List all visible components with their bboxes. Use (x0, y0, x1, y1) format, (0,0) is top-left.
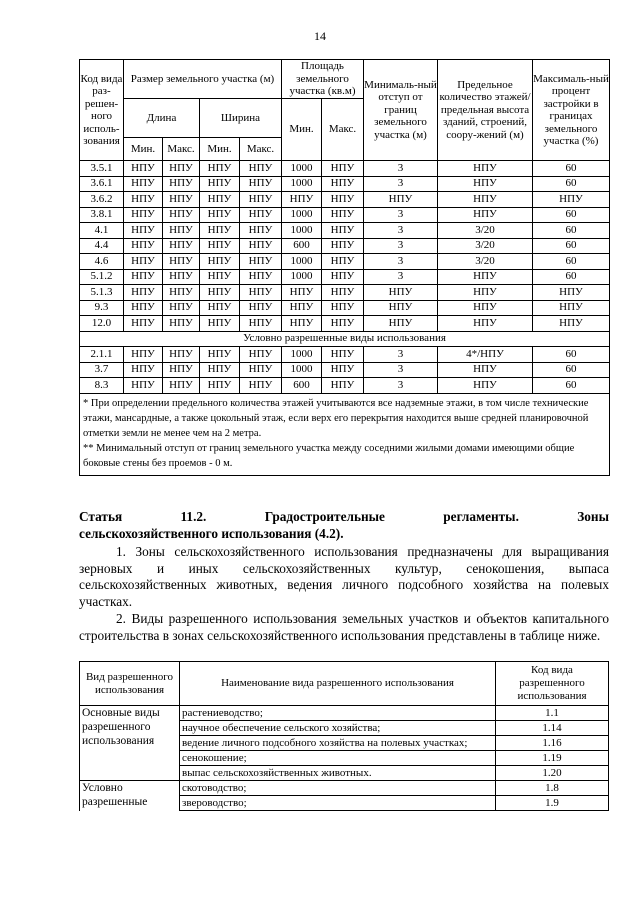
value-cell: 1000 (282, 269, 322, 285)
heading-word: регламенты. (443, 509, 519, 524)
header-area-max: Макс. (322, 99, 364, 161)
table-row (80, 347, 610, 363)
heading-word: 11.2. (180, 509, 207, 524)
heading-word: Статья (79, 509, 123, 524)
use-code-cell: 3.8.1 (80, 207, 124, 223)
value-cell: НПУ (533, 300, 610, 316)
value-cell: НПУ (124, 362, 163, 378)
conditional-uses-group: Условно разрешенные (80, 781, 180, 811)
value-cell: НПУ (533, 316, 610, 332)
use-code-cell: 3.6.2 (80, 192, 124, 208)
header-min-setback: Минималь-ный отступ от границ земельного участка (м) (364, 60, 438, 161)
value-cell: НПУ (364, 192, 438, 208)
value-cell: НПУ (200, 378, 240, 394)
use-name: растениеводство; (180, 706, 496, 721)
value-cell: НПУ (240, 269, 282, 285)
value-cell: 60 (533, 347, 610, 363)
value-cell: НПУ (240, 207, 282, 223)
value-cell: НПУ (200, 176, 240, 192)
header-coverage: Максималь-ный процент застройки в границах земельного участка (%) (533, 60, 610, 161)
value-cell: НПУ (322, 254, 364, 270)
page-number: 14 (314, 29, 326, 43)
value-cell: НПУ (124, 192, 163, 208)
value-cell: 60 (533, 378, 610, 394)
use-code-cell: 2.1.1 (80, 347, 124, 363)
value-cell: 60 (533, 161, 610, 177)
value-cell: 600 (282, 238, 322, 254)
value-cell: НПУ (322, 362, 364, 378)
value-cell: 3 (364, 254, 438, 270)
article-heading (79, 509, 609, 542)
paragraph-1: 1. Зоны сельскохозяйственного использования предназначены для выращивания зерновых и иных сельскохозяйственных культур, сенокошения, выпаса сельскохозяйственных животных, ведения личного подсобного хозяйства на полевых участках. (79, 544, 609, 609)
value-cell: 3 (364, 269, 438, 285)
use-name: звероводство; (180, 796, 496, 811)
value-cell: НПУ (163, 378, 200, 394)
use-name: скотоводство; (180, 781, 496, 796)
table-row (80, 223, 610, 239)
use-name: научное обеспечение сельского хозяйства; (180, 721, 496, 736)
use-code-cell: 5.1.2 (80, 269, 124, 285)
table-row (80, 269, 610, 285)
value-cell: НПУ (124, 285, 163, 301)
value-cell: НПУ (533, 285, 610, 301)
use-code-cell: 5.1.3 (80, 285, 124, 301)
table-row (80, 285, 610, 301)
value-cell: 60 (533, 207, 610, 223)
header-width-min: Мин. (200, 138, 240, 161)
conditional-rows (80, 347, 610, 394)
value-cell: НПУ (124, 378, 163, 394)
value-cell: 3 (364, 347, 438, 363)
value-cell: НПУ (282, 300, 322, 316)
table-row (80, 362, 610, 378)
value-cell: 1000 (282, 362, 322, 378)
main-uses-group: Основные виды разрешенного использования (80, 706, 180, 781)
table-row (80, 161, 610, 177)
value-cell: НПУ (200, 269, 240, 285)
value-cell: 60 (533, 176, 610, 192)
value-cell: НПУ (163, 362, 200, 378)
table-row (80, 238, 610, 254)
table-row (80, 316, 610, 332)
value-cell: 60 (533, 238, 610, 254)
heading-line-2: сельскохозяйственного использования (4.2). (79, 525, 344, 541)
value-cell: НПУ (163, 207, 200, 223)
heading-word: Градостроительные (264, 509, 385, 524)
value-cell: НПУ (163, 238, 200, 254)
value-cell: НПУ (322, 176, 364, 192)
value-cell: НПУ (200, 347, 240, 363)
value-cell: НПУ (124, 269, 163, 285)
value-cell: НПУ (240, 176, 282, 192)
value-cell: 3 (364, 207, 438, 223)
value-cell: 60 (533, 269, 610, 285)
use-code-cell: 4.1 (80, 223, 124, 239)
value-cell: НПУ (240, 238, 282, 254)
header-plot-size: Размер земельного участка (м) (124, 60, 282, 99)
header-use-type: Вид разрешенного использования (80, 662, 180, 706)
value-cell: НПУ (322, 161, 364, 177)
value-cell: НПУ (322, 207, 364, 223)
value-cell: НПУ (124, 316, 163, 332)
use-code: 1.9 (496, 796, 609, 811)
value-cell: 1000 (282, 347, 322, 363)
value-cell: 60 (533, 254, 610, 270)
value-cell: НПУ (163, 192, 200, 208)
value-cell: 4*/НПУ (438, 347, 533, 363)
use-code-cell: 8.3 (80, 378, 124, 394)
value-cell: 1000 (282, 254, 322, 270)
use-code: 1.1 (496, 706, 609, 721)
note-setback: ** Минимальный отступ от границ земельного участка между соседними жилыми домами имеющими общие боковые стены без проемов - 0 м. (83, 442, 575, 469)
value-cell: НПУ (163, 269, 200, 285)
value-cell: НПУ (240, 285, 282, 301)
use-name: выпас сельскохозяйственных животных. (180, 766, 496, 781)
header-floors: Предельное количество этажей/ предельная высота зданий, строений, соору-жений (м) (438, 60, 533, 161)
value-cell: НПУ (163, 223, 200, 239)
value-cell: НПУ (364, 285, 438, 301)
value-cell: 60 (533, 362, 610, 378)
header-code: Код вида раз-решен-ного исполь-зования (80, 60, 124, 161)
use-name: ведение личного подсобного хозяйства на полевых участках; (180, 736, 496, 751)
value-cell: НПУ (200, 254, 240, 270)
use-code-cell: 3.7 (80, 362, 124, 378)
value-cell: НПУ (240, 254, 282, 270)
value-cell: НПУ (124, 161, 163, 177)
header-width: Ширина (200, 99, 282, 138)
table-row (80, 176, 610, 192)
value-cell: 1000 (282, 223, 322, 239)
value-cell: НПУ (282, 285, 322, 301)
value-cell: НПУ (282, 316, 322, 332)
value-cell: НПУ (240, 192, 282, 208)
value-cell: НПУ (438, 316, 533, 332)
use-code-cell: 3.6.1 (80, 176, 124, 192)
table-notes (80, 393, 610, 475)
value-cell: НПУ (322, 300, 364, 316)
value-cell: НПУ (163, 316, 200, 332)
value-cell: НПУ (322, 223, 364, 239)
value-cell: НПУ (240, 161, 282, 177)
value-cell: НПУ (364, 316, 438, 332)
zoning-parameters-table (79, 59, 610, 476)
value-cell: НПУ (200, 300, 240, 316)
note-floors: * При определении предельного количества этажей учитываются все надземные этажи, в том числе технические этажи, мансардные, а также цокольный этаж, если верх его перекрытия находится выше средней планировочной отметки земли не менее чем на 2 метра. (83, 397, 589, 439)
table-row (80, 192, 610, 208)
table-row (80, 254, 610, 270)
value-cell: 1000 (282, 161, 322, 177)
table-row (80, 378, 610, 394)
header-length: Длина (124, 99, 200, 138)
value-cell: НПУ (438, 300, 533, 316)
value-cell: НПУ (438, 176, 533, 192)
value-cell: НПУ (200, 223, 240, 239)
value-cell: 3 (364, 378, 438, 394)
value-cell: 600 (282, 378, 322, 394)
value-cell: 3 (364, 176, 438, 192)
value-cell: НПУ (322, 192, 364, 208)
value-cell: НПУ (200, 192, 240, 208)
value-cell: НПУ (240, 347, 282, 363)
value-cell: НПУ (200, 316, 240, 332)
conditional-uses-subheader: Условно разрешенные виды использования (80, 331, 610, 347)
value-cell: 1000 (282, 207, 322, 223)
value-cell: НПУ (163, 161, 200, 177)
value-cell: 3 (364, 362, 438, 378)
value-cell: НПУ (438, 192, 533, 208)
use-code-cell: 4.6 (80, 254, 124, 270)
table-row (80, 207, 610, 223)
header-length-min: Мин. (124, 138, 163, 161)
value-cell: НПУ (200, 285, 240, 301)
value-cell: НПУ (124, 223, 163, 239)
value-cell: НПУ (240, 378, 282, 394)
value-cell: НПУ (240, 316, 282, 332)
value-cell: НПУ (438, 378, 533, 394)
use-code: 1.20 (496, 766, 609, 781)
value-cell: НПУ (322, 316, 364, 332)
value-cell: НПУ (124, 207, 163, 223)
header-use-code: Код вида разрешенного использования (496, 662, 609, 706)
use-code-cell: 4.4 (80, 238, 124, 254)
value-cell: НПУ (124, 254, 163, 270)
header-use-name: Наименование вида разрешенного использования (180, 662, 496, 706)
use-code-cell: 9.3 (80, 300, 124, 316)
value-cell: 3 (364, 161, 438, 177)
value-cell: НПУ (322, 378, 364, 394)
value-cell: НПУ (533, 192, 610, 208)
value-cell: НПУ (124, 238, 163, 254)
use-code: 1.8 (496, 781, 609, 796)
value-cell: НПУ (438, 269, 533, 285)
value-cell: НПУ (163, 285, 200, 301)
value-cell: НПУ (240, 362, 282, 378)
use-name: сенокошение; (180, 751, 496, 766)
use-code-cell: 12.0 (80, 316, 124, 332)
value-cell: НПУ (322, 238, 364, 254)
value-cell: НПУ (438, 362, 533, 378)
value-cell: НПУ (200, 362, 240, 378)
value-cell: НПУ (163, 176, 200, 192)
header-length-max: Макс. (163, 138, 200, 161)
value-cell: НПУ (438, 161, 533, 177)
table-row (80, 300, 610, 316)
value-cell: 3 (364, 238, 438, 254)
value-cell: 1000 (282, 176, 322, 192)
value-cell: НПУ (200, 207, 240, 223)
paragraph-2: 2. Виды разрешенного использования земельных участков и объектов капитального строительства в зонах сельскохозяйственного использования представлены в таблице ниже. (79, 611, 609, 643)
header-width-max: Макс. (240, 138, 282, 161)
value-cell: НПУ (322, 285, 364, 301)
heading-word: Зоны (577, 509, 609, 524)
value-cell: НПУ (364, 300, 438, 316)
value-cell: НПУ (282, 192, 322, 208)
value-cell: НПУ (124, 347, 163, 363)
value-cell: 3/20 (438, 223, 533, 239)
use-code: 1.19 (496, 751, 609, 766)
use-code: 1.14 (496, 721, 609, 736)
value-cell: НПУ (240, 300, 282, 316)
value-cell: НПУ (124, 176, 163, 192)
heading-line-1 (79, 509, 609, 526)
use-code: 1.16 (496, 736, 609, 751)
use-code-cell: 3.5.1 (80, 161, 124, 177)
value-cell: НПУ (240, 223, 282, 239)
value-cell: НПУ (163, 300, 200, 316)
value-cell: 3/20 (438, 254, 533, 270)
value-cell: НПУ (163, 254, 200, 270)
value-cell: НПУ (322, 347, 364, 363)
value-cell: НПУ (322, 269, 364, 285)
main-rows (80, 161, 610, 332)
value-cell: 3/20 (438, 238, 533, 254)
value-cell: НПУ (124, 300, 163, 316)
value-cell: 3 (364, 223, 438, 239)
header-area: Площадь земельного участка (кв.м) (282, 60, 364, 99)
value-cell: НПУ (438, 207, 533, 223)
value-cell: НПУ (438, 285, 533, 301)
header-area-min: Мин. (282, 99, 322, 161)
value-cell: НПУ (200, 238, 240, 254)
permitted-uses-table (79, 661, 609, 811)
value-cell: НПУ (163, 347, 200, 363)
value-cell: 60 (533, 223, 610, 239)
value-cell: НПУ (200, 161, 240, 177)
